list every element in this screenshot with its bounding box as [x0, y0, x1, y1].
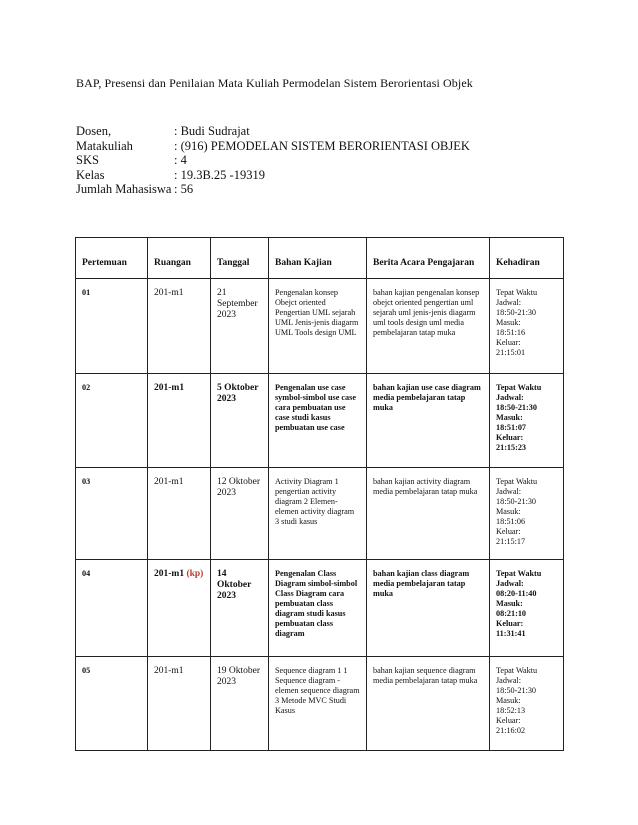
- room-note: (kp): [186, 569, 204, 579]
- info-row-matakuliah: [76, 139, 470, 154]
- attendance-cell: [490, 560, 564, 657]
- info-value: : 19.3B.25 -19319: [174, 167, 265, 182]
- info-value: : (916) PEMODELAN SISTEM BERORIENTASI OBJEK: [174, 138, 470, 153]
- attendance-status: Tepat Waktu: [496, 477, 538, 486]
- room-cell: [148, 657, 211, 751]
- check-out-time: 21:15:17: [496, 537, 526, 546]
- schedule-label: Jadwal:: [496, 298, 522, 307]
- header-kehadiran: Kehadiran: [490, 238, 564, 279]
- berita-acara-cell: bahan kajian activity diagram media pembelajaran tatap muka: [367, 468, 490, 560]
- meeting-number: 05: [76, 657, 148, 751]
- berita-acara-cell: bahan kajian pengenalan konsep obejct oriented pengertian uml sejarah uml jenis-jenis diagarm uml tools design uml media pembelajaran tatap muka: [367, 279, 490, 374]
- header-pertemuan: Pertemuan: [76, 238, 148, 279]
- document-title: BAP, Presensi dan Penilaian Mata Kuliah Permodelan Sistem Berorientasi Objek: [76, 76, 473, 90]
- date-cell: 21 September 2023: [211, 279, 269, 374]
- check-out-label: Keluar:: [496, 716, 521, 725]
- schedule-time: 18:50-21:30: [496, 403, 537, 412]
- course-info: [76, 124, 470, 197]
- check-in-label: Masuk:: [496, 318, 521, 327]
- check-in-time: 18:52:13: [496, 706, 526, 715]
- schedule-time: 18:50-21:30: [496, 308, 537, 317]
- check-in-time: 08:21:10: [496, 609, 527, 618]
- table-row: [76, 374, 564, 468]
- bahan-kajian-cell: Pengenalan Class Diagram simbol-simbol Class Diagram cara pembuatan class diagram studi kasus pembuatan class diagram: [269, 560, 367, 657]
- meeting-number: 01: [76, 279, 148, 374]
- info-value: : 4: [174, 153, 187, 167]
- meeting-number: 04: [76, 560, 148, 657]
- info-row-kelas: [76, 168, 470, 183]
- info-key: Kelas: [76, 167, 105, 182]
- info-row-sks: [76, 153, 470, 168]
- header-bahan-kajian: Bahan Kajian: [269, 238, 367, 279]
- table-row: [76, 560, 564, 657]
- meeting-number: 02: [76, 374, 148, 468]
- table-row: [76, 279, 564, 374]
- info-value: : 56: [174, 182, 194, 196]
- header-tanggal: Tanggal: [211, 238, 269, 279]
- check-in-time: 18:51:07: [496, 423, 527, 432]
- room: 201-m1: [154, 569, 185, 579]
- schedule-time: 18:50-21:30: [496, 686, 537, 695]
- info-key: Dosen,: [76, 124, 112, 138]
- check-in-label: Masuk:: [496, 599, 523, 608]
- header-berita-acara: Berita Acara Pengajaran: [367, 238, 490, 279]
- schedule-label: Jadwal:: [496, 487, 522, 496]
- room: 201-m1: [154, 477, 184, 487]
- attendance-cell: [490, 374, 564, 468]
- attendance-table: [75, 237, 564, 751]
- berita-acara-cell: bahan kajian sequence diagram media pembelajaran tatap muka: [367, 657, 490, 751]
- check-out-label: Keluar:: [496, 619, 524, 628]
- bahan-kajian-cell: Pengenalan use case symbol-simbol use case cara pembuatan use case studi kasus pembuatan use case: [269, 374, 367, 468]
- table-row: [76, 468, 564, 560]
- info-row-dosen: [76, 124, 470, 139]
- room-cell: [148, 560, 211, 657]
- schedule-label: Jadwal:: [496, 393, 524, 402]
- check-out-label: Keluar:: [496, 433, 524, 442]
- info-value: : Budi Sudrajat: [174, 124, 250, 138]
- attendance-status: Tepat Waktu: [496, 666, 538, 675]
- table-header-row: [76, 238, 564, 279]
- attendance-cell: [490, 657, 564, 751]
- check-in-label: Masuk:: [496, 413, 523, 422]
- room: 201-m1: [154, 666, 184, 676]
- check-in-time: 18:51:16: [496, 328, 526, 337]
- check-out-label: Keluar:: [496, 338, 521, 347]
- meeting-number: 03: [76, 468, 148, 560]
- check-out-time: 21:15:23: [496, 443, 527, 452]
- attendance-cell: [490, 279, 564, 374]
- bahan-kajian-cell: Sequence diagram 1 1 Sequence diagram - elemen sequence diagram 3 Metode MVC Studi Kasus: [269, 657, 367, 751]
- schedule-label: Jadwal:: [496, 579, 524, 588]
- attendance-status: Tepat Waktu: [496, 569, 542, 578]
- bahan-kajian-cell: Activity Diagram 1 pengertian activity diagram 2 Elemen-elemen activity diagram 3 studi kasus: [269, 468, 367, 560]
- check-in-label: Masuk:: [496, 696, 521, 705]
- room: 201-m1: [154, 288, 184, 298]
- room-cell: [148, 279, 211, 374]
- bahan-kajian-cell: Pengenalan konsep Obejct oriented Pengertian UML sejarah UML Jenis-jenis diagarm UML Tools design UML: [269, 279, 367, 374]
- info-key: Jumlah Mahasiswa: [76, 182, 172, 196]
- check-in-time: 18:51:06: [496, 517, 526, 526]
- table-row: [76, 657, 564, 751]
- berita-acara-cell: bahan kajian class diagram media pembelajaran tatap muka: [367, 560, 490, 657]
- info-key: SKS: [76, 153, 99, 167]
- info-key: Matakuliah: [76, 138, 133, 153]
- header-ruangan: Ruangan: [148, 238, 211, 279]
- room-cell: [148, 468, 211, 560]
- date-cell: 5 Oktober 2023: [211, 374, 269, 468]
- check-out-time: 21:15:01: [496, 348, 526, 357]
- room: 201-m1: [154, 383, 185, 393]
- attendance-status: Tepat Waktu: [496, 288, 538, 297]
- room-cell: [148, 374, 211, 468]
- date-cell: 19 Oktober 2023: [211, 657, 269, 751]
- check-out-time: 21:16:02: [496, 726, 526, 735]
- check-out-label: Keluar:: [496, 527, 521, 536]
- info-row-jumlah-mahasiswa: [76, 182, 470, 197]
- attendance-cell: [490, 468, 564, 560]
- schedule-time: 08:20-11:40: [496, 589, 537, 598]
- date-cell: 12 Oktober 2023: [211, 468, 269, 560]
- berita-acara-cell: bahan kajian use case diagram media pembelajaran tatap muka: [367, 374, 490, 468]
- schedule-time: 18:50-21:30: [496, 497, 537, 506]
- date-cell: 14 Oktober 2023: [211, 560, 269, 657]
- check-out-time: 11:31:41: [496, 629, 526, 638]
- attendance-status: Tepat Waktu: [496, 383, 542, 392]
- check-in-label: Masuk:: [496, 507, 521, 516]
- schedule-label: Jadwal:: [496, 676, 522, 685]
